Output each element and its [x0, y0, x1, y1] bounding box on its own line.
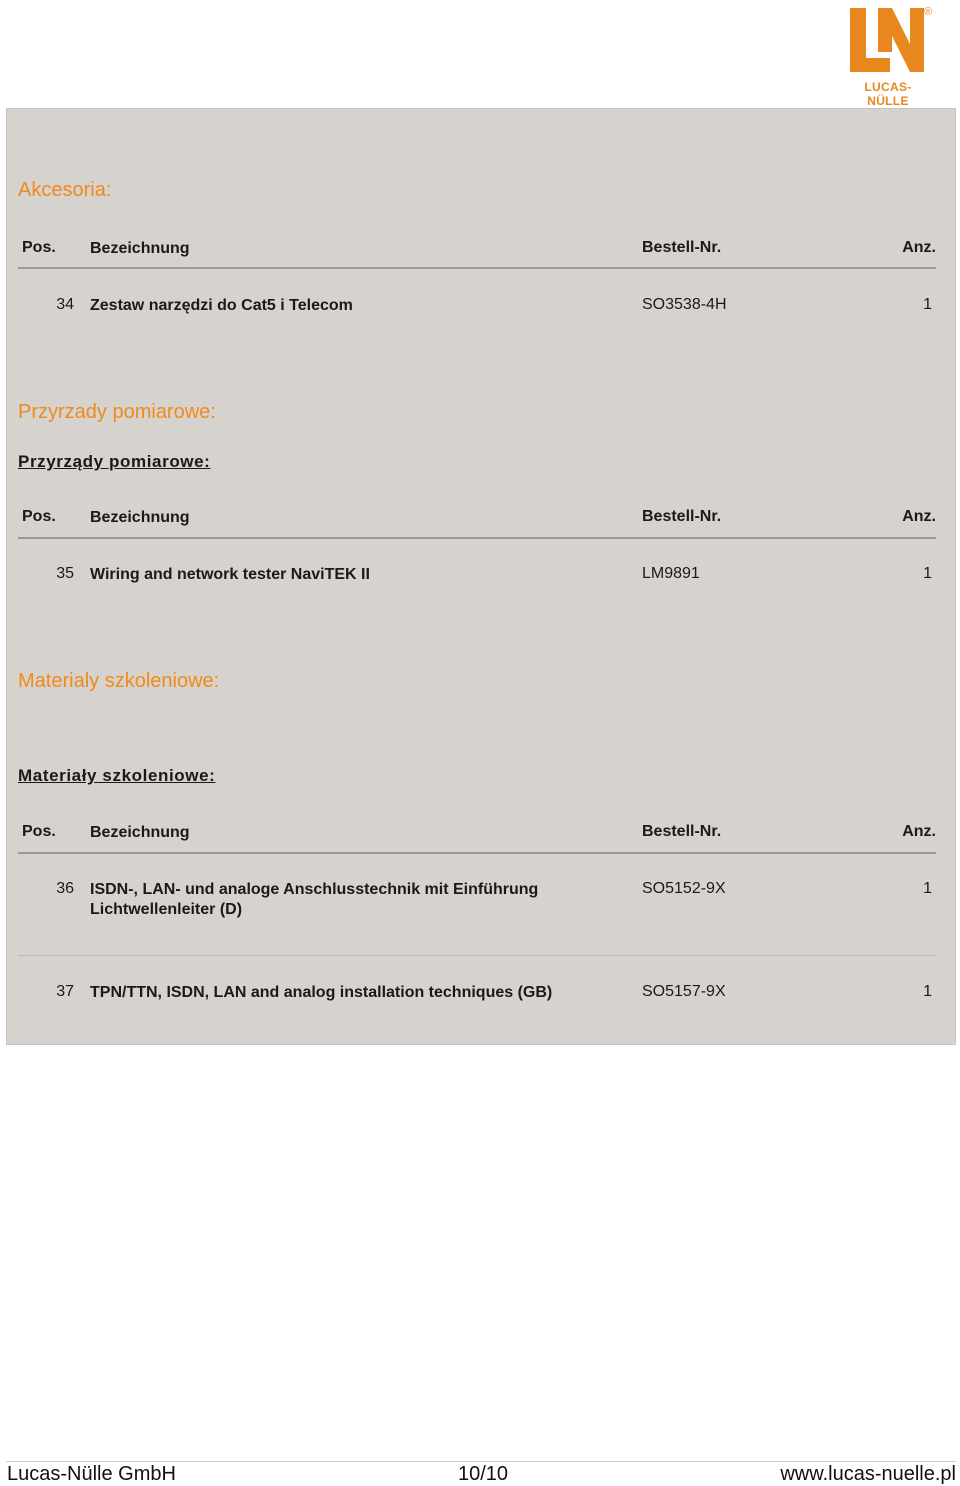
row-bezeichnung: TPN/TTN, ISDN, LAN and analog installation techniques (GB) — [90, 984, 553, 1001]
footer-website[interactable]: www.lucas-nuelle.pl — [780, 1463, 956, 1485]
row-bezeichnung-line1: ISDN-, LAN- und analoge Anschlusstechnik mit Einführung — [90, 881, 539, 898]
header-bezeichnung: Bezeichnung — [90, 824, 190, 841]
section-title-akcesoria: Akcesoria: — [18, 179, 112, 201]
header-bestell-nr: Bestell-Nr. — [642, 823, 722, 840]
header-divider — [18, 852, 936, 854]
row-anz: 1 — [923, 565, 932, 582]
row-anz: 1 — [923, 296, 932, 313]
row-bestell-nr: SO5152-9X — [642, 880, 726, 897]
section-subtitle-materialy: Materiały szkoleniowe: — [18, 766, 216, 785]
row-pos: 35 — [56, 565, 74, 582]
header-bezeichnung: Bezeichnung — [90, 509, 190, 526]
row-bezeichnung — [90, 880, 630, 920]
footer-page-number: 10/10 — [458, 1463, 509, 1485]
brand-logo — [848, 6, 934, 108]
content-panel — [6, 108, 956, 1045]
header-anz: Anz. — [902, 239, 936, 256]
header-bezeichnung: Bezeichnung — [90, 240, 190, 257]
header-anz: Anz. — [902, 823, 936, 840]
row-bestell-nr: SO5157-9X — [642, 983, 726, 1000]
row-anz: 1 — [923, 983, 932, 1000]
header-pos: Pos. — [22, 823, 56, 840]
section-title-przyrzady: Przyrzady pomiarowe: — [18, 401, 216, 423]
header-divider — [18, 267, 936, 269]
row-bezeichnung: Zestaw narzędzi do Cat5 i Telecom — [90, 297, 353, 314]
row-bezeichnung-line2: Lichtwellenleiter (D) — [90, 901, 243, 918]
logo-wordmark: LUCAS-NÜLLE — [864, 80, 912, 108]
row-pos: 37 — [56, 983, 74, 1000]
row-pos: 34 — [56, 296, 74, 313]
registered-mark: ® — [924, 6, 933, 18]
ln-logo-mark-icon — [848, 6, 928, 78]
row-anz: 1 — [923, 880, 932, 897]
row-divider — [18, 955, 936, 956]
footer-company: Lucas-Nülle GmbH — [7, 1463, 176, 1485]
header-pos: Pos. — [22, 239, 56, 256]
header-bestell-nr: Bestell-Nr. — [642, 508, 722, 525]
header-anz: Anz. — [902, 508, 936, 525]
section-title-materialy: Materialy szkoleniowe: — [18, 670, 220, 692]
table-row — [18, 880, 936, 924]
row-bestell-nr: LM9891 — [642, 565, 700, 582]
header-bestell-nr: Bestell-Nr. — [642, 239, 722, 256]
section-subtitle-przyrzady: Przyrządy pomiarowe: — [18, 452, 211, 471]
row-bezeichnung: Wiring and network tester NaviTEK II — [90, 566, 370, 583]
header-divider — [18, 537, 936, 539]
header-pos: Pos. — [22, 508, 56, 525]
row-pos: 36 — [56, 880, 74, 897]
row-bestell-nr: SO3538-4H — [642, 296, 727, 313]
footer-divider — [6, 1461, 956, 1462]
